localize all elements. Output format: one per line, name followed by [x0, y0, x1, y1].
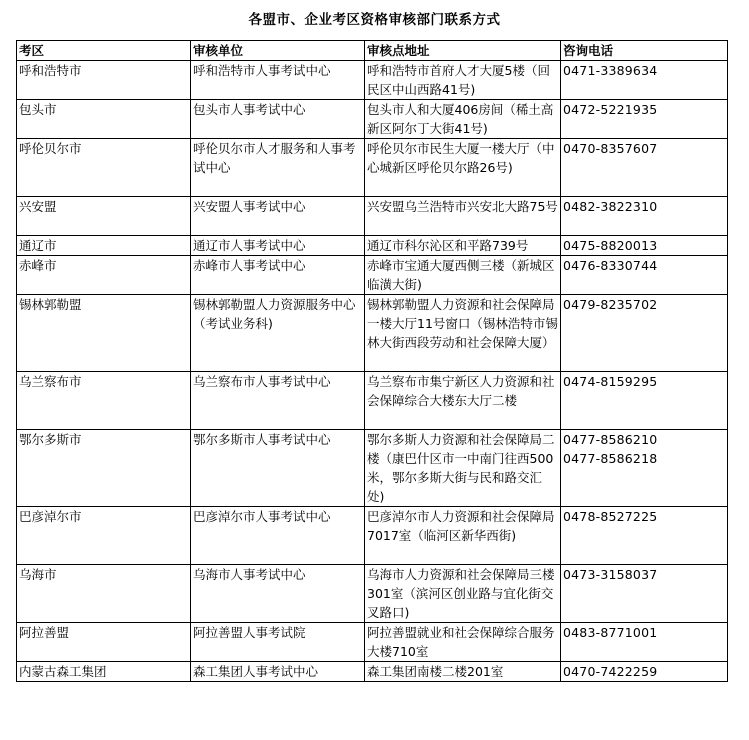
cell-phone — [561, 295, 728, 372]
phone-number: 0473-3158037 — [563, 567, 658, 582]
header-row — [17, 41, 728, 61]
cell-unit: 森工集团人事考试中心 — [191, 662, 365, 682]
table-row — [17, 256, 728, 295]
cell-phone — [561, 61, 728, 100]
cell-address: 巴彦淖尔市人力资源和社会保障局7017室（临河区新华西街) — [365, 507, 561, 565]
cell-region: 乌兰察布市 — [17, 372, 191, 430]
cell-address: 包头市人和大厦406房间（稀土高新区阿尔丁大街41号) — [365, 100, 561, 139]
cell-region: 乌海市 — [17, 565, 191, 623]
phone-number: 0475-8820013 — [563, 238, 658, 253]
cell-phone — [561, 372, 728, 430]
table-row — [17, 100, 728, 139]
table-row — [17, 507, 728, 565]
table-row — [17, 565, 728, 623]
cell-phone — [561, 236, 728, 256]
cell-address: 鄂尔多斯人力资源和社会保障局二楼（康巴什区市一中南门往西500米，鄂尔多斯大街与民和路交汇处) — [365, 430, 561, 507]
cell-region: 兴安盟 — [17, 197, 191, 236]
cell-address: 呼和浩特市首府人才大厦5楼（回民区中山西路41号) — [365, 61, 561, 100]
phone-number: 0478-8527225 — [563, 509, 658, 524]
phone-number: 0471-3389634 — [563, 63, 658, 78]
cell-unit: 赤峰市人事考试中心 — [191, 256, 365, 295]
cell-phone — [561, 256, 728, 295]
cell-phone — [561, 430, 728, 507]
cell-phone — [561, 507, 728, 565]
table-row — [17, 372, 728, 430]
cell-region: 锡林郭勒盟 — [17, 295, 191, 372]
table-row — [17, 623, 728, 662]
cell-address: 赤峰市宝通大厦西侧三楼（新城区临潢大街) — [365, 256, 561, 295]
cell-region: 鄂尔多斯市 — [17, 430, 191, 507]
cell-phone — [561, 662, 728, 682]
cell-address: 阿拉善盟就业和社会保障综合服务大楼710室 — [365, 623, 561, 662]
phone-number: 0482-3822310 — [563, 199, 658, 214]
table-row — [17, 139, 728, 197]
cell-address: 兴安盟乌兰浩特市兴安北大路75号 — [365, 197, 561, 236]
phone-number: 0476-8330744 — [563, 258, 658, 273]
cell-address: 呼伦贝尔市民生大厦一楼大厅（中心城新区呼伦贝尔路26号) — [365, 139, 561, 197]
phone-number: 0483-8771001 — [563, 625, 658, 640]
cell-phone — [561, 139, 728, 197]
cell-region: 包头市 — [17, 100, 191, 139]
cell-region: 内蒙古森工集团 — [17, 662, 191, 682]
cell-phone — [561, 565, 728, 623]
cell-phone — [561, 197, 728, 236]
cell-phone — [561, 623, 728, 662]
cell-unit: 呼和浩特市人事考试中心 — [191, 61, 365, 100]
phone-number: 0477-8586218 — [563, 451, 658, 466]
table-row — [17, 430, 728, 507]
document-title: 各盟市、企业考区资格审核部门联系方式 — [248, 12, 501, 28]
cell-region: 通辽市 — [17, 236, 191, 256]
phone-number: 0470-8357607 — [563, 141, 658, 156]
cell-unit: 包头市人事考试中心 — [191, 100, 365, 139]
cell-address: 通辽市科尔沁区和平路739号 — [365, 236, 561, 256]
cell-unit: 鄂尔多斯市人事考试中心 — [191, 430, 365, 507]
contact-table — [16, 40, 728, 682]
header-address: 审核点地址 — [365, 41, 561, 61]
cell-address: 乌兰察布市集宁新区人力资源和社会保障综合大楼东大厅二楼 — [365, 372, 561, 430]
cell-address: 乌海市人力资源和社会保障局三楼301室（滨河区创业路与宜化街交叉路口) — [365, 565, 561, 623]
cell-region: 阿拉善盟 — [17, 623, 191, 662]
cell-phone — [561, 100, 728, 139]
header-region: 考区 — [17, 41, 191, 61]
cell-unit: 乌海市人事考试中心 — [191, 565, 365, 623]
cell-address: 森工集团南楼二楼201室 — [365, 662, 561, 682]
header-unit: 审核单位 — [191, 41, 365, 61]
cell-region: 赤峰市 — [17, 256, 191, 295]
cell-unit: 兴安盟人事考试中心 — [191, 197, 365, 236]
phone-number: 0474-8159295 — [563, 374, 658, 389]
cell-region: 呼和浩特市 — [17, 61, 191, 100]
table-row — [17, 295, 728, 372]
cell-address: 锡林郭勒盟人力资源和社会保障局一楼大厅11号窗口（锡林浩特市锡林大街西段劳动和社会保障大厦） — [365, 295, 561, 372]
phone-number: 0470-7422259 — [563, 664, 658, 679]
cell-unit: 乌兰察布市人事考试中心 — [191, 372, 365, 430]
table-row — [17, 61, 728, 100]
cell-unit: 巴彦淖尔市人事考试中心 — [191, 507, 365, 565]
table-row — [17, 662, 728, 682]
table-body — [17, 61, 728, 682]
cell-unit: 呼伦贝尔市人才服务和人事考试中心 — [191, 139, 365, 197]
cell-region: 呼伦贝尔市 — [17, 139, 191, 197]
phone-number: 0477-8586210 — [563, 432, 658, 447]
cell-unit: 锡林郭勒盟人力资源服务中心（考试业务科) — [191, 295, 365, 372]
table-row — [17, 197, 728, 236]
cell-region: 巴彦淖尔市 — [17, 507, 191, 565]
header-phone: 咨询电话 — [561, 41, 728, 61]
cell-unit: 阿拉善盟人事考试院 — [191, 623, 365, 662]
phone-number: 0479-8235702 — [563, 297, 658, 312]
table-row — [17, 236, 728, 256]
phone-number: 0472-5221935 — [563, 102, 658, 117]
cell-unit: 通辽市人事考试中心 — [191, 236, 365, 256]
